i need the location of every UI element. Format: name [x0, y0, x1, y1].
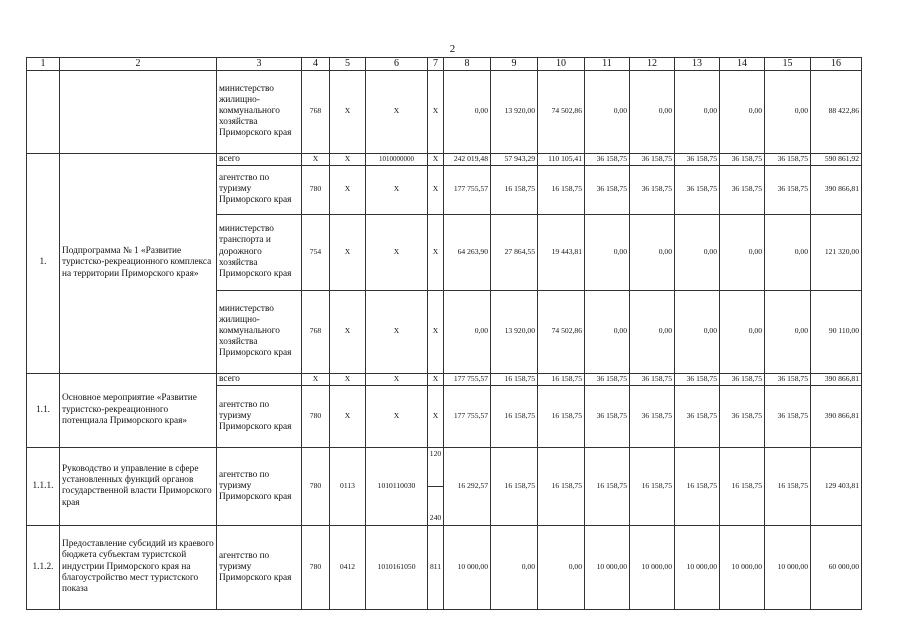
row-number-cell: 1.1.1.: [27, 447, 60, 525]
org-cell: агентство по туризму Приморского края: [217, 447, 302, 525]
table-row: [27, 70, 862, 153]
value-cell: 74 502,86: [538, 290, 585, 373]
name-cell: Руководство и управление в сфере установленных функций органов государственной власти Приморского края: [60, 447, 217, 525]
header-cell: 6: [366, 58, 428, 71]
csr-cell: X: [366, 385, 428, 447]
vr-cell: X: [428, 290, 444, 373]
header-cell: 7: [428, 58, 444, 71]
value-cell: 16 158,75: [765, 447, 811, 525]
header-cell: 13: [675, 58, 720, 71]
rzpr-cell: X: [330, 290, 366, 373]
grbs-cell: X: [302, 153, 330, 165]
value-cell: 129 403,81: [811, 447, 862, 525]
header-cell: 11: [585, 58, 630, 71]
value-cell: 590 861,92: [811, 153, 862, 165]
value-cell: 0,00: [585, 70, 630, 153]
value-cell: 10 000,00: [720, 525, 765, 609]
value-cell: 0,00: [675, 70, 720, 153]
name-cell: Основное мероприятие «Развитие туристско-рекреационного потенциала Приморского края»: [60, 373, 217, 447]
grbs-cell: 754: [302, 214, 330, 290]
rzpr-cell: 0412: [330, 525, 366, 609]
value-cell: 74 502,86: [538, 70, 585, 153]
vr-code-120: 120: [429, 448, 442, 458]
rzpr-cell: X: [330, 214, 366, 290]
row-number-cell: [27, 70, 60, 153]
value-cell: 110 105,41: [538, 153, 585, 165]
value-cell: 177 755,57: [444, 165, 491, 214]
value-cell: 0,00: [720, 214, 765, 290]
rzpr-cell: X: [330, 373, 366, 385]
vr-code-240: 240: [429, 513, 442, 523]
org-cell: агентство по туризму Приморского края: [217, 165, 302, 214]
value-cell: 36 158,75: [675, 165, 720, 214]
value-cell: 390 866,81: [811, 165, 862, 214]
value-cell: 36 158,75: [630, 373, 675, 385]
csr-cell: X: [366, 214, 428, 290]
value-cell: 16 158,75: [538, 385, 585, 447]
org-cell: министерство транспорта и дорожного хозяйства Приморского края: [217, 214, 302, 290]
value-cell: 0,00: [444, 70, 491, 153]
value-cell: 16 158,75: [538, 165, 585, 214]
header-cell: 10: [538, 58, 585, 71]
org-cell: агентство по туризму Приморского края: [217, 385, 302, 447]
org-cell: агентство по туризму Приморского края: [217, 525, 302, 609]
value-cell: 36 158,75: [630, 153, 675, 165]
value-cell: 36 158,75: [585, 373, 630, 385]
value-cell: 36 158,75: [765, 373, 811, 385]
value-cell: 36 158,75: [720, 373, 765, 385]
value-cell: 0,00: [538, 525, 585, 609]
table-row: [27, 525, 862, 609]
value-cell: 10 000,00: [675, 525, 720, 609]
value-cell: 16 158,75: [538, 447, 585, 525]
value-cell: 0,00: [491, 525, 538, 609]
grbs-cell: 780: [302, 165, 330, 214]
value-cell: 10 000,00: [585, 525, 630, 609]
value-cell: 36 158,75: [720, 165, 765, 214]
header-cell: 1: [27, 58, 60, 71]
value-cell: 16 158,75: [491, 385, 538, 447]
value-cell: 0,00: [675, 290, 720, 373]
csr-cell: X: [366, 373, 428, 385]
csr-cell: X: [366, 165, 428, 214]
value-cell: 36 158,75: [675, 153, 720, 165]
value-cell: 242 019,48: [444, 153, 491, 165]
vr-cell: X: [428, 373, 444, 385]
value-cell: 0,00: [765, 70, 811, 153]
value-cell: 0,00: [765, 214, 811, 290]
value-cell: 177 755,57: [444, 385, 491, 447]
value-cell: 36 158,75: [765, 165, 811, 214]
value-cell: 60 000,00: [811, 525, 862, 609]
vr-cell: X: [428, 385, 444, 447]
rzpr-cell: 0113: [330, 447, 366, 525]
value-cell: 88 422,86: [811, 70, 862, 153]
value-cell: 390 866,81: [811, 373, 862, 385]
csr-cell: 1010161050: [366, 525, 428, 609]
header-cell: 4: [302, 58, 330, 71]
value-cell: 16 158,75: [585, 447, 630, 525]
csr-cell: 1010110030: [366, 447, 428, 525]
value-cell: 36 158,75: [720, 153, 765, 165]
value-cell: 36 158,75: [585, 153, 630, 165]
value-cell: 16 158,75: [491, 165, 538, 214]
header-cell: 9: [491, 58, 538, 71]
value-cell: 36 158,75: [630, 165, 675, 214]
value-cell: 177 755,57: [444, 373, 491, 385]
value-cell: 19 443,81: [538, 214, 585, 290]
name-cell: Подпрограмма № 1 «Развитие туристско-рекреационного комплекса на территории Приморского края»: [60, 153, 217, 373]
header-cell: 16: [811, 58, 862, 71]
value-cell: 57 943,29: [491, 153, 538, 165]
header-cell: 12: [630, 58, 675, 71]
value-cell: 10 000,00: [444, 525, 491, 609]
rzpr-cell: X: [330, 70, 366, 153]
value-cell: 0,00: [765, 290, 811, 373]
vr-cell: 811: [428, 525, 444, 609]
value-cell: 16 158,75: [675, 447, 720, 525]
grbs-cell: X: [302, 373, 330, 385]
value-cell: 64 263,90: [444, 214, 491, 290]
csr-cell: X: [366, 70, 428, 153]
value-cell: 0,00: [720, 290, 765, 373]
value-cell: 10 000,00: [630, 525, 675, 609]
page-number: 2: [449, 43, 456, 55]
value-cell: 0,00: [630, 70, 675, 153]
vr-cell: [428, 447, 444, 525]
value-cell: 90 110,00: [811, 290, 862, 373]
header-cell: 3: [217, 58, 302, 71]
row-number-cell: 1.1.2.: [27, 525, 60, 609]
csr-cell: X: [366, 290, 428, 373]
csr-cell: 1010000000: [366, 153, 428, 165]
header-cell: 2: [60, 58, 217, 71]
value-cell: 16 158,75: [538, 373, 585, 385]
vr-cell: X: [428, 153, 444, 165]
grbs-cell: 768: [302, 70, 330, 153]
value-cell: 36 158,75: [585, 165, 630, 214]
value-cell: 16 158,75: [630, 447, 675, 525]
rzpr-cell: X: [330, 165, 366, 214]
value-cell: 36 158,75: [720, 385, 765, 447]
vr-cell: X: [428, 165, 444, 214]
table-row: [27, 373, 862, 385]
header-cell: 5: [330, 58, 366, 71]
grbs-cell: 780: [302, 525, 330, 609]
value-cell: 0,00: [630, 290, 675, 373]
vr-divider: [428, 486, 443, 487]
value-cell: 36 158,75: [675, 385, 720, 447]
rzpr-cell: X: [330, 385, 366, 447]
value-cell: 36 158,75: [585, 385, 630, 447]
table-row: [27, 447, 862, 525]
value-cell: 13 920,00: [491, 290, 538, 373]
org-cell: всего: [217, 153, 302, 165]
org-cell: министерство жилищно-коммунального хозяйства Приморского края: [217, 290, 302, 373]
grbs-cell: 768: [302, 290, 330, 373]
value-cell: 16 158,75: [720, 447, 765, 525]
grbs-cell: 780: [302, 385, 330, 447]
name-cell: [60, 70, 217, 153]
value-cell: 16 158,75: [491, 447, 538, 525]
value-cell: 16 292,57: [444, 447, 491, 525]
value-cell: 0,00: [585, 214, 630, 290]
org-cell: министерство жилищно-коммунального хозяйства Приморского края: [217, 70, 302, 153]
value-cell: 10 000,00: [765, 525, 811, 609]
value-cell: 0,00: [720, 70, 765, 153]
value-cell: 0,00: [630, 214, 675, 290]
grbs-cell: 780: [302, 447, 330, 525]
value-cell: 121 320,00: [811, 214, 862, 290]
header-cell: 8: [444, 58, 491, 71]
value-cell: 36 158,75: [630, 385, 675, 447]
value-cell: 0,00: [444, 290, 491, 373]
value-cell: 0,00: [675, 214, 720, 290]
budget-table: [26, 57, 862, 610]
row-number-cell: 1.: [27, 153, 60, 373]
table-row: [27, 153, 862, 165]
header-row: [27, 58, 862, 71]
value-cell: 390 866,81: [811, 385, 862, 447]
value-cell: 13 920,00: [491, 70, 538, 153]
rzpr-cell: X: [330, 153, 366, 165]
value-cell: 0,00: [585, 290, 630, 373]
value-cell: 16 158,75: [491, 373, 538, 385]
org-cell: всего: [217, 373, 302, 385]
value-cell: 36 158,75: [765, 385, 811, 447]
header-cell: 15: [765, 58, 811, 71]
name-cell: Предоставление субсидий из краевого бюджета субъектам туристской индустрии Приморского края на благоустройство мест туристского показа: [60, 525, 217, 609]
value-cell: 27 864,55: [491, 214, 538, 290]
row-number-cell: 1.1.: [27, 373, 60, 447]
value-cell: 36 158,75: [675, 373, 720, 385]
vr-cell: X: [428, 214, 444, 290]
vr-cell: X: [428, 70, 444, 153]
header-cell: 14: [720, 58, 765, 71]
value-cell: 36 158,75: [765, 153, 811, 165]
